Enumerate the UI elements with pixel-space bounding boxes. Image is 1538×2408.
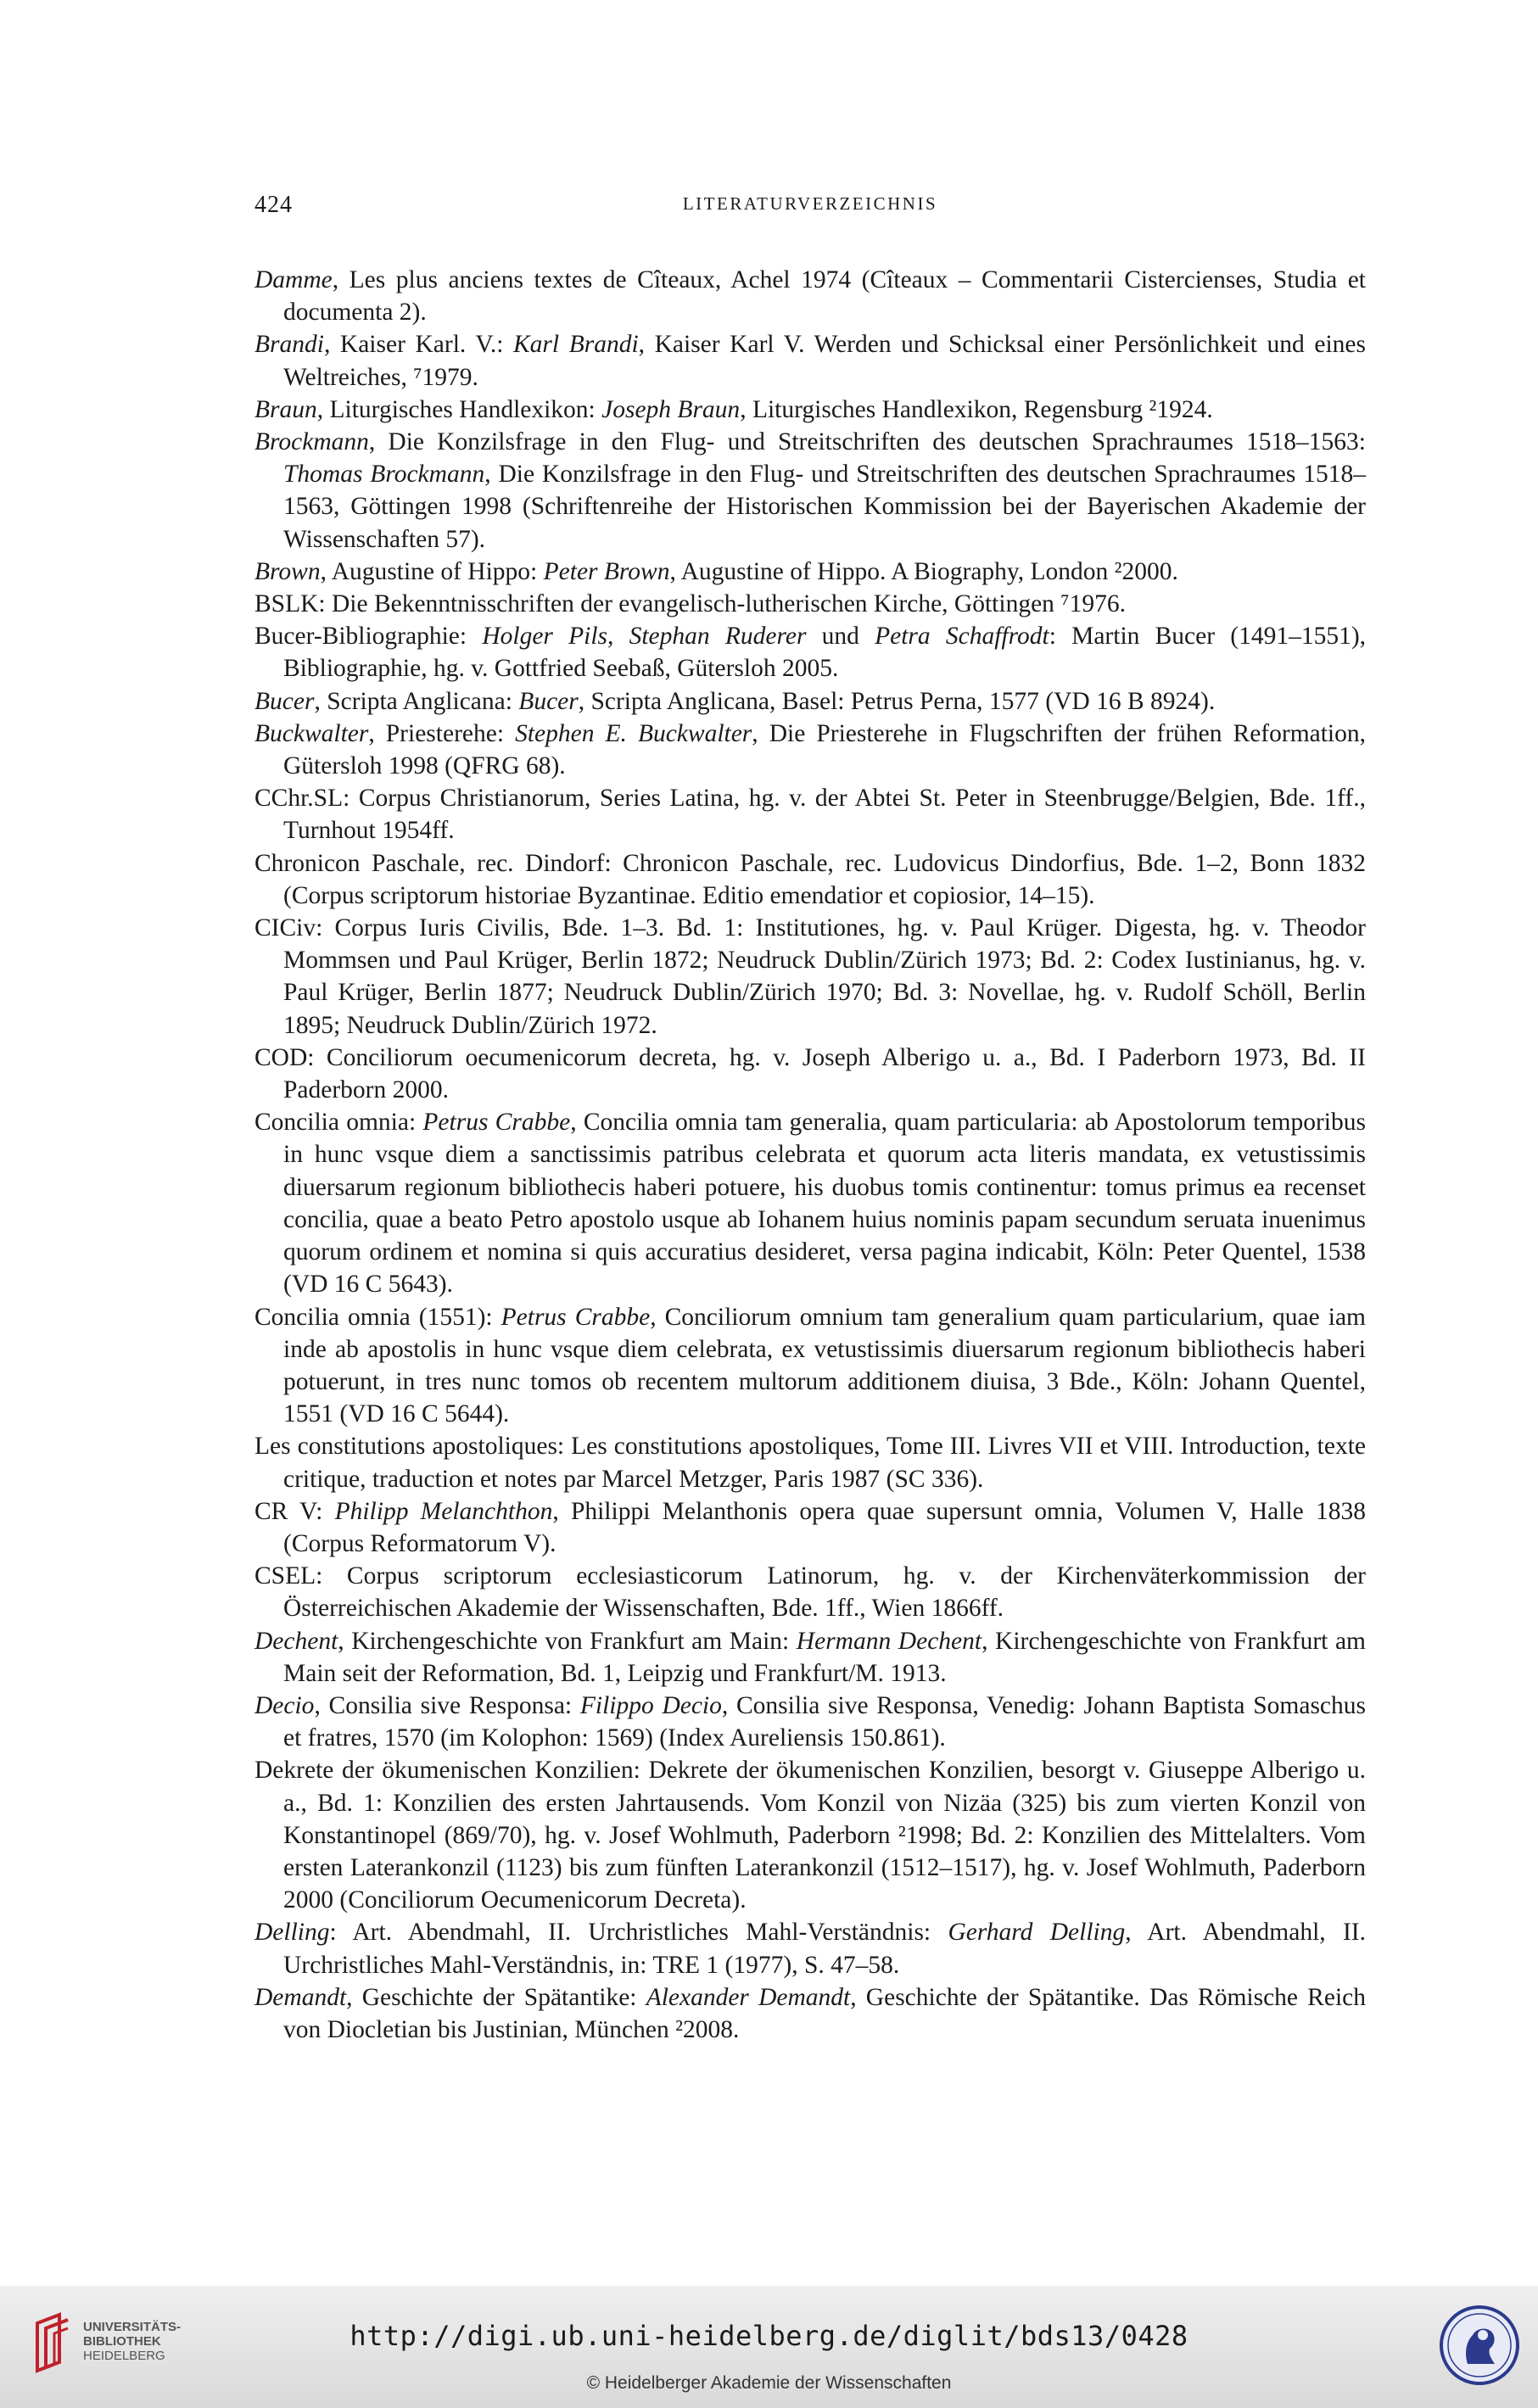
bibliography-entry <box>254 1981 1366 2046</box>
entry-text: , Les plus anciens textes de Cîteaux, Achel 1974 (Cîteaux – Commentarii Cistercienses, Studia et documenta 2). <box>283 266 1366 327</box>
ub-logo-line: BIBLIOTHEK <box>83 2334 161 2349</box>
entry-author-italic: Brockmann <box>254 428 369 456</box>
entry-text: , <box>607 623 629 651</box>
entry-text: , Liturgisches Handlexikon: <box>316 395 602 423</box>
entry-text: CSEL: Corpus scriptorum ecclesiasticorum Latinorum, hg. v. der Kirchenväterkommission der Österreichischen Akademie der Wissenschaften, Bde. 1ff., Wien 1866ff. <box>254 1562 1366 1623</box>
entry-author-italic: Philipp Melanchthon <box>334 1497 553 1525</box>
bibliography-entry <box>254 1495 1366 1560</box>
entry-text: CChr.SL: Corpus Christianorum, Series Latina, hg. v. der Abtei St. Peter in Steenbrugge/Belgien, Bde. 1ff., Turnhout 1954ff. <box>254 785 1366 845</box>
bibliography-entry <box>254 718 1366 782</box>
viewer-footer <box>0 2286 1538 2408</box>
ub-logo-line: HEIDELBERG <box>83 2349 165 2363</box>
entry-author-italic: Brandi <box>254 331 324 359</box>
entry-author-italic: Stephen E. Buckwalter <box>515 719 752 747</box>
running-head: LITERATURVERZEICHNIS <box>682 193 938 214</box>
entry-text: , Die Konzilsfrage in den Flug- und Streitschriften des deutschen Sprachraumes 1518–1563, Göttingen 1998 (Schriftenreihe der Historischen Kommission bei der Bayerischen Akademie der Wissenschaften 57). <box>283 461 1366 553</box>
entry-text: , Priesterehe: <box>368 719 516 747</box>
entry-author-italic: Petrus Crabbe <box>422 1109 571 1137</box>
entry-text: CR V: <box>254 1497 335 1525</box>
entry-author-italic: Dechent <box>254 1627 338 1655</box>
entry-text: , Kirchengeschichte von Frankfurt am Main seit der Reformation, Bd. 1, Leipzig und Frankfurt/M. 1913. <box>283 1627 1366 1687</box>
entry-author-italic: Hermann Dechent <box>796 1627 982 1655</box>
entry-text: , Consilia sive Responsa, Venedig: Johann Baptista Somaschus et fratres, 1570 (im Kolophon: 1569) (Index Aureliensis 150.861). <box>283 1691 1366 1752</box>
entry-author-italic: Braun <box>254 395 317 423</box>
bibliography-entry <box>254 556 1366 588</box>
entry-author-italic: Gerhard Delling <box>948 1919 1126 1947</box>
entry-author-italic: Filippo Decio <box>579 1691 722 1719</box>
entry-author-italic: Demandt <box>254 1983 347 2011</box>
entry-text: BSLK: Die Bekenntnisschriften der evangelisch-lutherischen Kirche, Göttingen ⁷1976. <box>254 590 1126 618</box>
entry-author-italic: Damme <box>254 266 333 293</box>
bibliography-entry <box>254 264 1366 328</box>
bibliography-entry <box>254 685 1366 718</box>
academy-seal-icon[interactable] <box>1439 2305 1520 2386</box>
entry-author-italic: Karl Brandi <box>513 331 639 359</box>
entry-text: , Liturgisches Handlexikon, Regensburg ²1924. <box>740 395 1213 423</box>
bibliography-entry <box>254 620 1366 684</box>
bibliography-entry <box>254 426 1366 556</box>
bibliography-entry <box>254 1916 1366 1981</box>
entry-author-italic: Bucer <box>518 687 579 715</box>
entry-text: , Conciliorum omnium tam generalium quam particularium, quae iam inde ab apostolis in hunc vsque diem celebrata, ex vetustissimis diuersarum regionum bibliothecis haberi potuerunt, in tres nunc tomos ob recentem multorum additionem diuisa, 3 Bde., Köln: Johann Quentel, 1551 (VD 16 C 5644). <box>283 1303 1366 1428</box>
entry-text: Chronicon Paschale, rec. Dindorf: Chronicon Paschale, rec. Ludovicus Dindorfius, Bde. 1–2, Bonn 1832 (Corpus scriptorum historiae Byzantinae. Editio emendatior et copiosior, 14–15). <box>254 849 1366 909</box>
entry-author-italic: Thomas Brockmann <box>283 461 485 489</box>
entry-author-italic: Alexander Demandt <box>646 1983 851 2011</box>
entry-text: , Scripta Anglicana: <box>314 687 519 715</box>
ub-logo-line: UNIVERSITÄTS- <box>83 2320 182 2334</box>
bibliography-entry <box>254 1625 1366 1690</box>
entry-text: : Art. Abendmahl, II. Urchristliches Mahl-Verständnis: <box>329 1919 948 1947</box>
entry-text: und <box>806 623 875 651</box>
bibliography-entry <box>254 1106 1366 1300</box>
entry-text: , Kaiser Karl V. Werden und Schicksal einer Persönlichkeit und eines Weltreiches, ⁷1979. <box>283 331 1366 391</box>
bibliography-entry <box>254 1430 1366 1495</box>
entry-text: COD: Conciliorum oecumenicorum decreta, hg. v. Joseph Alberigo u. a., Bd. I Paderborn 1973, Bd. II Paderborn 2000. <box>254 1043 1366 1104</box>
entry-author-italic: Buckwalter <box>254 719 369 747</box>
entry-text: Dekrete der ökumenischen Konzilien: Dekrete der ökumenischen Konzilien, besorgt v. Giuseppe Alberigo u. a., Bd. 1: Konzilien des ersten Jahrtausends. Vom Konzil von Nizäa (325) bis zum vierten Konzil von Konstantinopel (869/70), hg. v. Josef Wohlmuth, Paderborn ²1998; Bd. 2: Konzilien des Mittelalters. Vom ersten Laterankonzil (1123) bis zum fünften Laterankonzil (1512–1517), hg. v. Josef Wohlmuth, Paderborn 2000 (Conciliorum Oecumenicorum Decreta). <box>254 1757 1366 1914</box>
bibliography-list <box>254 264 1366 2046</box>
bibliography-entry <box>254 394 1366 426</box>
bibliography-entry <box>254 588 1366 620</box>
entry-author-italic: Petra Schaffrodt <box>875 623 1049 651</box>
entry-text: , Concilia omnia tam generalia, quam particularia: ab Apostolorum temporibus in hunc vsque diem a sanctissimis patribus celebrata et quorum acta literis mandata, ex vetustissimis diuersarum regionum bibliothecis haberi potuere, his duobus tomis continentur: tomus primus ea recenset concilia, quae a beato Petro apostolo usque ab Iohanem huius nominis papam secundum seruata inuenimus quorum ordinem et nomina si quis accuratius desideret, versa pagina indicabit, Köln: Peter Quentel, 1538 (VD 16 C 5643). <box>283 1109 1366 1299</box>
entry-author-italic: Decio <box>254 1691 315 1719</box>
page-header <box>254 192 1366 226</box>
entry-text: Concilia omnia (1551): <box>254 1303 501 1331</box>
entry-author-italic: Petrus Crabbe <box>501 1303 651 1331</box>
bibliography-entry <box>254 1042 1366 1106</box>
bibliography-entry <box>254 782 1366 846</box>
entry-author-italic: Peter Brown <box>543 557 670 585</box>
entry-text: , Geschichte der Spätantike: <box>346 1983 646 2011</box>
entry-author-italic: Stephan Ruderer <box>629 623 807 651</box>
entry-text: Concilia omnia: <box>254 1109 423 1137</box>
entry-text: , Die Konzilsfrage in den Flug- und Streitschriften des deutschen Sprachraumes 1518–1563: <box>368 428 1366 456</box>
permalink-url[interactable]: http://digi.ub.uni-heidelberg.de/diglit/bds13/0428 <box>350 2320 1188 2352</box>
entry-text: Les constitutions apostoliques: Les constitutions apostoliques, Tome III. Livres VII et VIII. Introduction, texte critique, traduction et notes par Marcel Metzger, Paris 1987 (SC 336). <box>254 1433 1366 1493</box>
copyright-notice: © Heidelberger Akademie der Wissenschaften <box>586 2373 952 2393</box>
bibliography-entry <box>254 1690 1366 1754</box>
entry-author-italic: Brown <box>254 557 321 585</box>
entry-text: , Consilia sive Responsa: <box>314 1691 580 1719</box>
entry-text: CICiv: Corpus Iuris Civilis, Bde. 1–3. Bd. 1: Institutiones, hg. v. Paul Krüger. Digesta, hg. v. Theodor Mommsen und Paul Krüger, Berlin 1872; Neudruck Dublin/Zürich 1973; Bd. 2: Codex Iustinianus, hg. v. Paul Krüger, Berlin 1877; Neudruck Dublin/Zürich 1970; Bd. 3: Novellae, hg. v. Rudolf Schöll, Berlin 1895; Neudruck Dublin/Zürich 1972. <box>254 914 1366 1039</box>
entry-text: : Martin Bucer (1491–1551), Bibliographie, hg. v. Gottfried Seebaß, Gütersloh 2005. <box>283 623 1367 683</box>
entry-text: , Kirchengeschichte von Frankfurt am Main: <box>338 1627 797 1655</box>
bibliography-entry <box>254 1754 1366 1916</box>
entry-author-italic: Holger Pils <box>482 623 607 651</box>
entry-author-italic: Joseph Braun <box>601 395 741 423</box>
entry-text: , Die Priesterehe in Flugschriften der frühen Reformation, Gütersloh 1998 (QFRG 68). <box>283 719 1367 780</box>
entry-text: , Augustine of Hippo: <box>320 557 544 585</box>
entry-author-italic: Bucer <box>254 687 315 715</box>
entry-text: , Kaiser Karl. V.: <box>323 331 513 359</box>
bibliography-entry <box>254 847 1366 912</box>
bibliography-entry <box>254 1560 1366 1624</box>
bibliography-entry <box>254 1301 1366 1431</box>
entry-text: , Art. Abendmahl, II. Urchristliches Mahl-Verständnis, in: TRE 1 (1977), S. 47–58. <box>283 1919 1366 1979</box>
bibliography-entry <box>254 328 1366 393</box>
entry-text: , Scripta Anglicana, Basel: Petrus Perna, 1577 (VD 16 B 8924). <box>578 687 1216 715</box>
entry-text: , Geschichte der Spätantike. Das Römische Reich von Diocletian bis Justinian, München ²2008. <box>283 1983 1366 2043</box>
page-number: 424 <box>254 192 293 218</box>
entry-text: Bucer-Bibliographie: <box>254 623 483 651</box>
entry-text: , Philippi Melanthonis opera quae supersunt omnia, Volumen V, Halle 1838 (Corpus Reformatorum V). <box>283 1497 1366 1557</box>
entry-text: , Augustine of Hippo. A Biography, London ²2000. <box>669 557 1178 585</box>
entry-author-italic: Delling <box>254 1919 330 1947</box>
bibliography-entry <box>254 912 1366 1042</box>
